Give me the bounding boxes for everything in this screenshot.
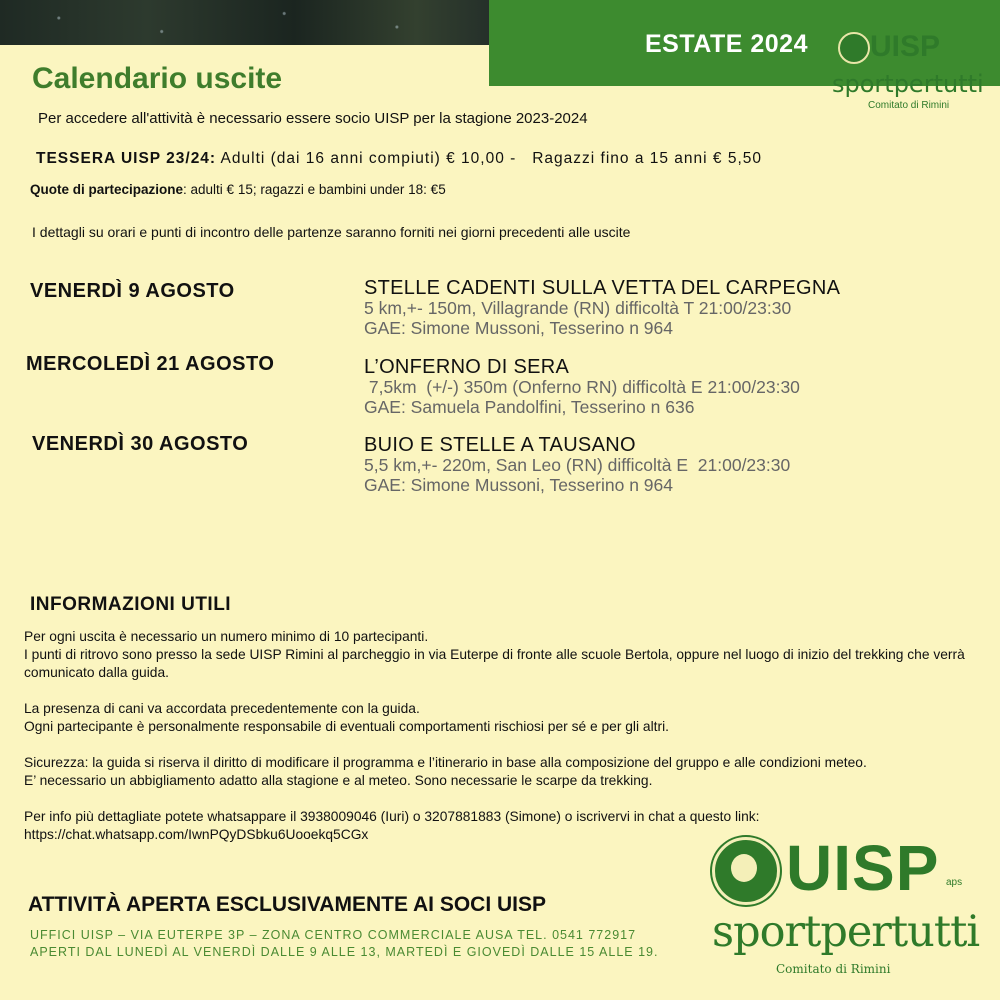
info-min-participants: Per ogni uscita è necessario un numero minimo di 10 partecipanti.: [24, 629, 429, 644]
info-paragraph: [24, 628, 974, 682]
quote-line: [30, 182, 446, 197]
event-details: 5,5 km,+- 220m, San Leo (RN) difficoltà E 21:00/23:30: [364, 455, 791, 475]
info-title: INFORMAZIONI UTILI: [30, 594, 232, 615]
footer-title: ATTIVITÀ APERTA ESCLUSIVAMENTE AI SOCI UISP: [28, 893, 547, 916]
details-text: I dettagli su orari e punti di incontro delle partenze saranno forniti nei giorni precedenti alle uscite: [32, 224, 631, 240]
footer-hours: APERTI DAL LUNEDÌ AL VENERDÌ DALLE 9 ALLE 13, MARTEDÌ E GIOVEDÌ DALLE 15 ALLE 19.: [30, 945, 659, 959]
event-title: STELLE CADENTI SULLA VETTA DEL CARPEGNA: [364, 277, 841, 299]
uisp-logo-small: [832, 28, 984, 112]
info-contacts: Per info più dettagliate potete whatsappare il 3938009046 (Iuri) o 3207881883 (Simone) o iscrivervi in chat a questo link:: [24, 809, 760, 824]
info-paragraph: [24, 700, 974, 736]
event-details: 7,5km (+/-) 350m (Onferno RN) difficoltà E 21:00/23:30: [364, 377, 800, 397]
logo-sportpertutti-text: sportpertutti: [712, 907, 980, 957]
logo-sportpertutti-text: sportpertutti: [832, 70, 984, 98]
info-meeting-points: I punti di ritrovo sono presso la sede UISP Rimini al parcheggio in via Euterpe di fronte alle scuole Bertola, oppure nel luogo di inizio del trekking che verrà comunicato dalla guida.: [24, 647, 965, 680]
page-title: Calendario uscite: [32, 62, 283, 95]
event-details: 5 km,+- 150m, Villagrande (RN) difficoltà T 21:00/23:30: [364, 298, 792, 318]
logo-comitato-text: Comitato di Rimini: [776, 962, 891, 976]
logo-aps-text: aps: [946, 877, 963, 888]
tessera-line: [36, 150, 762, 168]
logo-uisp-text: UISP: [786, 832, 940, 904]
uisp-logo-large: [710, 832, 980, 985]
info-paragraph: [24, 754, 974, 790]
info-dogs: La presenza di cani va accordata precedentemente con la guida.: [24, 701, 420, 716]
event-date: MERCOLEDÌ 21 AGOSTO: [26, 353, 275, 375]
uisp-ball-icon: [712, 837, 780, 905]
event-title: BUIO E STELLE A TAUSANO: [364, 434, 636, 456]
event-title: L’ONFERNO DI SERA: [364, 356, 570, 378]
tessera-label: TESSERA UISP 23/24:: [36, 150, 217, 167]
quote-text: : adulti € 15; ragazzi e bambini under 18: €5: [183, 182, 446, 197]
tessera-prices: Adulti (dai 16 anni compiuti) € 10,00 - Ragazzi fino a 15 anni € 5,50: [220, 150, 763, 167]
event-guide: GAE: Simone Mussoni, Tesserino n 964: [364, 475, 674, 495]
logo-uisp-text: UISP: [870, 30, 941, 63]
event-guide: GAE: Simone Mussoni, Tesserino n 964: [364, 318, 674, 338]
whatsapp-link[interactable]: https://chat.whatsapp.com/IwnPQyDSbku6Uooekq5CGx: [24, 827, 369, 842]
header-photo: [0, 0, 490, 45]
event-guide: GAE: Samuela Pandolfini, Tesserino n 636: [364, 397, 695, 417]
info-responsibility: Ogni partecipante è personalmente responsabile di eventuali comportamenti rischiosi per sé e per gli altri.: [24, 719, 669, 734]
footer-address: UFFICI UISP – VIA EUTERPE 3P – ZONA CENTRO COMMERCIALE AUSA TEL. 0541 772917: [30, 928, 637, 942]
banner-title: ESTATE 2024: [645, 30, 808, 58]
event-date: VENERDÌ 30 AGOSTO: [32, 433, 249, 455]
logo-comitato-text: Comitato di Rimini: [868, 100, 950, 111]
event-date: VENERDÌ 9 AGOSTO: [30, 280, 235, 302]
info-clothing: E’ necessario un abbigliamento adatto alla stagione e al meteo. Sono necessarie le scarpe da trekking.: [24, 773, 653, 788]
info-section: [24, 628, 974, 862]
info-safety: Sicurezza: la guida si riserva il diritto di modificare il programma e l’itinerario in base alla composizione del gruppo e alle condizioni meteo.: [24, 755, 867, 770]
intro-text: Per accedere all'attività è necessario essere socio UISP per la stagione 2023-2024: [38, 110, 588, 127]
quote-label: Quote di partecipazione: [30, 182, 184, 197]
uisp-ball-icon: [838, 32, 870, 64]
